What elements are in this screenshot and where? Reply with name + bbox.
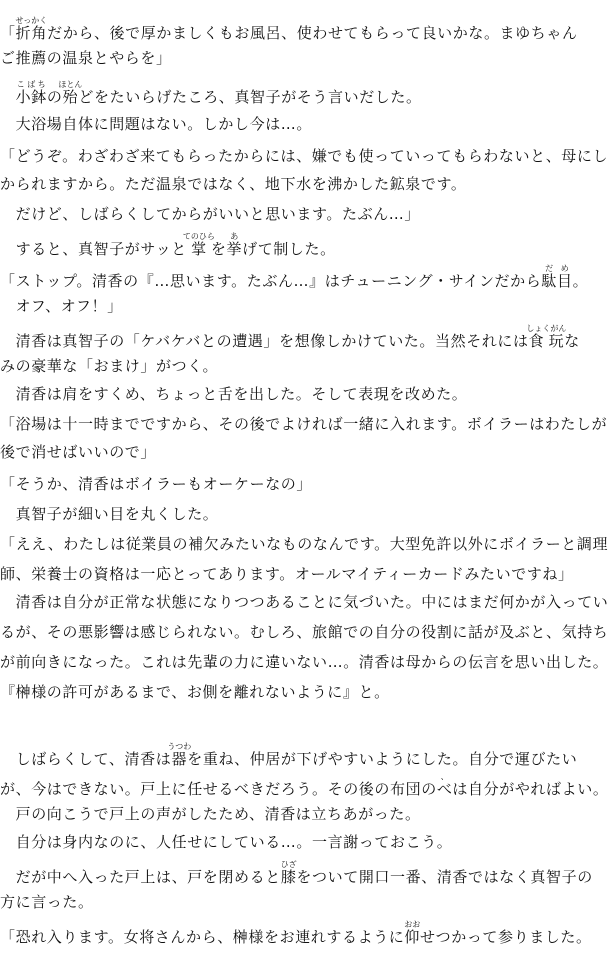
text-segment: 真智子が細い目を丸くした。 — [0, 505, 219, 523]
text-segment: どをたいらげたころ、真智子がそう言いだした。 — [78, 88, 422, 106]
text-segment: しばらくして、清香は — [0, 750, 172, 768]
ruby-annotated-word: 食玩しょくがん — [526, 324, 567, 350]
text-line — [0, 412, 609, 436]
text-segment: 「そうか、清香はボイラーもオーケーなの」 — [0, 475, 313, 493]
text-line — [0, 620, 609, 644]
text-segment: げて制した。 — [242, 240, 336, 258]
text-segment: るが、その悪影響は感じられない。むしろ、旅館での自分の役割に話が及ぶと、気持ち — [0, 623, 609, 641]
text-line — [0, 202, 609, 226]
text-segment: 自分は身内なのに、人任せにしている…。一言謝っておこう。 — [0, 833, 453, 851]
text-line — [0, 562, 609, 586]
text-line — [0, 890, 609, 914]
ruby-annotated-word: 駄目だめ — [541, 264, 573, 290]
furigana-reading: しょくがん — [526, 324, 567, 333]
text-segment: オフ、オフ！」 — [0, 297, 123, 315]
text-segment: 「 — [0, 24, 16, 42]
text-line — [0, 920, 609, 944]
text-segment: せつかって参りました。 — [420, 928, 592, 946]
furigana-reading: おお — [404, 920, 421, 929]
furigana-reading: あ — [226, 232, 243, 241]
text-segment: は自分がやればよい。 — [452, 780, 609, 798]
text-line — [0, 264, 609, 288]
text-line — [0, 324, 609, 348]
text-line — [0, 650, 609, 674]
text-segment — [0, 88, 16, 106]
text-segment: ご推薦の温泉とやらを」 — [0, 49, 172, 67]
text-line — [0, 590, 609, 614]
furigana-reading: うつわ — [167, 742, 192, 751]
furigana-reading: ほとん — [58, 80, 83, 89]
text-segment: 「ええ、わたしは従業員の補欠みたいなものなんです。大型免許以外にボイラーと調理 — [0, 535, 609, 553]
text-line — [0, 772, 609, 796]
ruby-annotated-word: 仰おお — [404, 920, 421, 946]
text-segment: 清香は自分が正常な状態になりつつあることに気づいた。中にはまだ何かが入ってい — [0, 593, 609, 611]
text-line — [0, 232, 609, 256]
text-line — [0, 742, 609, 766]
text-segment: の — [46, 88, 63, 106]
text-line — [0, 532, 609, 556]
text-line — [0, 46, 609, 70]
ruby-annotated-word: 挙あ — [226, 232, 243, 258]
text-line — [0, 354, 609, 378]
text-segment: を重ね、仲居が下げやすいようにした。自分で運びたい — [187, 750, 578, 768]
furigana-reading: せっかく — [15, 16, 48, 25]
text-segment: 。 — [572, 272, 589, 290]
text-segment: 「浴場は十一時までですから、その後でよければ一緒に入れます。ボイラーはわたしが — [0, 415, 608, 433]
text-line — [0, 802, 609, 826]
text-segment: が前向きになった。これは先輩の力に違いない…。清香は母からの伝言を思い出した。 — [0, 653, 609, 671]
text-line — [0, 680, 609, 704]
furigana-reading: こばち — [15, 80, 47, 89]
ruby-annotated-word: 小鉢こばち — [15, 80, 47, 106]
text-line — [0, 172, 609, 196]
furigana-reading: てのひら — [182, 232, 215, 241]
text-segment: 「どうぞ。わざわざ来てもらったからには、嫌でも使っていってもらわないと、母にし — [0, 147, 609, 165]
text-segment: だが中へ入った戸上は、戸を閉めると — [0, 868, 281, 886]
text-line — [0, 16, 609, 40]
text-segment: 「恐れ入ります。女将さんから、榊様をお連れするように — [0, 928, 405, 946]
text-line — [0, 502, 609, 526]
ruby-annotated-word: 膝ひざ — [280, 860, 297, 886]
text-segment: 後で消せばいいので」 — [0, 443, 157, 461]
ruby-annotated-word: べ、 — [436, 772, 453, 798]
text-segment: 戸の向こうで戸上の声がしたため、清香は立ちあがった。 — [0, 805, 421, 823]
text-segment: 清香は真智子の「ケバケバとの遭遇」を想像しかけていた。当然それには — [0, 332, 529, 350]
text-segment: 『榊様の許可があるまで、お側を離れないように』と。 — [0, 683, 390, 701]
furigana-reading: だめ — [541, 264, 573, 273]
text-segment: だから、後で厚かましくもお風呂、使わせてもらって良いかな。まゆちゃん — [47, 24, 578, 42]
text-line — [0, 830, 609, 854]
text-segment: が、今はできない。戸上に任せるべきだろう。その後の布団の — [0, 780, 437, 798]
text-segment: 「ストップ。清香の『…思います。たぶん…』はチューニング・サインだから — [0, 272, 542, 290]
text-segment: すると、真智子がサッと — [0, 240, 187, 258]
text-segment: 方に言った。 — [0, 893, 94, 911]
text-line — [0, 80, 609, 104]
ruby-annotated-word: 殆ほとん — [58, 80, 83, 106]
ruby-annotated-word: 折角せっかく — [15, 16, 48, 42]
furigana-reading: 、 — [436, 772, 453, 781]
text-segment: かられますから。ただ温泉ではなく、地下水を沸かした鉱泉です。 — [0, 175, 467, 193]
text-segment: みの豪華な「おまけ」がつく。 — [0, 357, 219, 375]
text-segment: な — [564, 332, 580, 350]
text-line — [0, 472, 609, 496]
text-segment: 清香は肩をすくめ、ちょっと舌を出した。そして表現を改めた。 — [0, 385, 468, 403]
text-segment: をついて開口一番、清香ではなく真智子の — [296, 868, 593, 886]
text-line — [0, 144, 609, 168]
ruby-annotated-word: 掌てのひら — [182, 232, 215, 258]
ruby-annotated-word: 器うつわ — [167, 742, 192, 768]
text-segment: 大浴場自体に問題はない。しかし今は…。 — [0, 115, 313, 133]
text-segment: だけど、しばらくしてからがいいと思います。たぶん…」 — [0, 205, 421, 223]
text-line — [0, 294, 609, 318]
furigana-reading: ひざ — [280, 860, 297, 869]
text-line — [0, 860, 609, 884]
text-line — [0, 440, 609, 464]
text-segment: 師、栄養士の資格は一応とってあります。オールマイティーカードみたいですね」 — [0, 565, 574, 583]
text-line — [0, 382, 609, 406]
text-line — [0, 710, 609, 734]
text-segment: を — [210, 240, 227, 258]
text-line — [0, 112, 609, 136]
